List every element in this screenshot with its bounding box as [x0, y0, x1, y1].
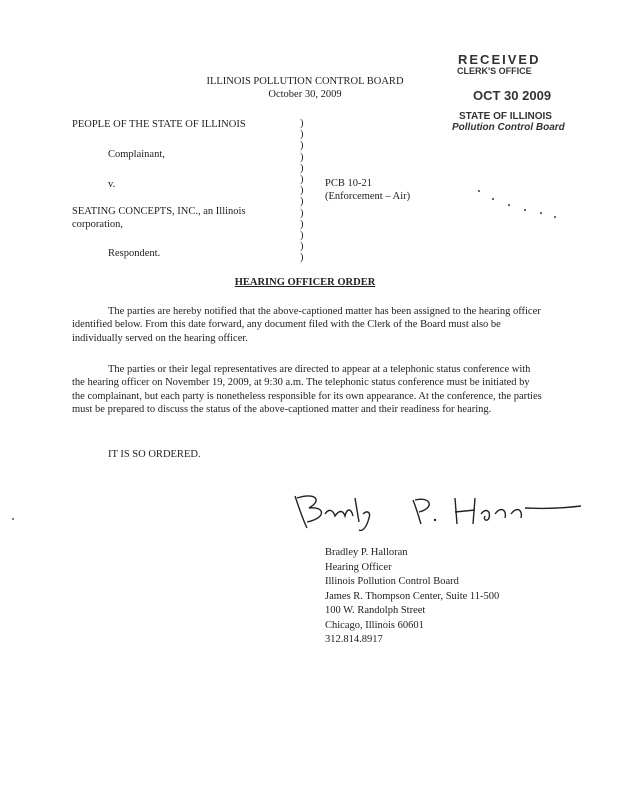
paren: ) — [300, 218, 304, 230]
signer-address-3: Chicago, Illinois 60601 — [325, 619, 424, 631]
paren: ) — [300, 185, 304, 197]
signer-phone: 312.814.8917 — [325, 634, 383, 645]
order-title: HEARING OFFICER ORDER — [234, 277, 376, 288]
signature-image — [285, 488, 585, 536]
paren: ) — [300, 252, 304, 264]
signature-block — [325, 546, 499, 648]
order-date: October 30, 2009 — [268, 89, 342, 100]
scan-speck — [492, 198, 494, 200]
paren: ) — [300, 196, 304, 208]
scan-speck — [524, 209, 526, 211]
paren: ) — [300, 162, 304, 174]
stamp-date: OCT 30 2009 — [473, 88, 552, 103]
paren: ) — [300, 151, 304, 163]
paragraph-assignment: The parties are hereby notified that the above-captioned matter has been assigned to the hearing officer identified below. From this date forward, any document filed with the Clerk of the Board must also be individually served on the hearing officer. — [72, 306, 541, 344]
signer-org: Illinois Pollution Control Board — [325, 576, 459, 587]
stamp-board: Pollution Control Board — [452, 122, 565, 133]
versus: v. — [108, 179, 116, 190]
scan-speck — [12, 518, 14, 520]
plaintiff-name: PEOPLE OF THE STATE OF ILLINOIS — [72, 119, 246, 130]
plaintiff-role: Complainant, — [108, 149, 165, 160]
stamp-received: RECEIVED — [458, 52, 541, 67]
caption-parentheses — [300, 118, 304, 264]
scan-speck — [540, 212, 542, 214]
scan-speck — [508, 204, 510, 206]
paren: ) — [300, 174, 304, 186]
signer-address-1: James R. Thompson Center, Suite 11-500 — [325, 590, 500, 602]
defendant-type: corporation, — [72, 219, 124, 230]
stamp-office: CLERK'S OFFICE — [457, 66, 532, 76]
paren: ) — [300, 241, 304, 253]
signer-name: Bradley P. Halloran — [325, 547, 408, 558]
paragraph-status-conference: The parties or their legal representatives are directed to appear at a telephonic status conference with the hearing officer on November 19, 2009, at 9:30 a.m. The telephonic status conference must be initiated by the complainant, but each party is nonetheless responsible for its own appearance. At the conference, the parties must be prepared to discuss the status of the above-captioned matter and their readiness for hearing. — [72, 364, 542, 415]
case-type: (Enforcement – Air) — [325, 191, 411, 202]
paren: ) — [300, 129, 304, 141]
board-name: ILLINOIS POLLUTION CONTROL BOARD — [206, 76, 404, 87]
paren: ) — [300, 207, 304, 219]
paren: ) — [300, 230, 304, 242]
case-number: PCB 10-21 — [325, 178, 372, 189]
paren: ) — [300, 118, 304, 129]
scan-speck — [478, 190, 480, 192]
paren: ) — [300, 140, 304, 152]
closing-statement: IT IS SO ORDERED. — [108, 449, 201, 460]
scan-speck — [554, 216, 556, 218]
defendant-name: SEATING CONCEPTS, INC., an Illinois — [72, 206, 246, 217]
stamp-state: STATE OF ILLINOIS — [459, 111, 552, 122]
defendant-role: Respondent. — [108, 248, 161, 259]
signer-address-2: 100 W. Randolph Street — [325, 605, 426, 616]
signer-title: Hearing Officer — [325, 561, 392, 573]
